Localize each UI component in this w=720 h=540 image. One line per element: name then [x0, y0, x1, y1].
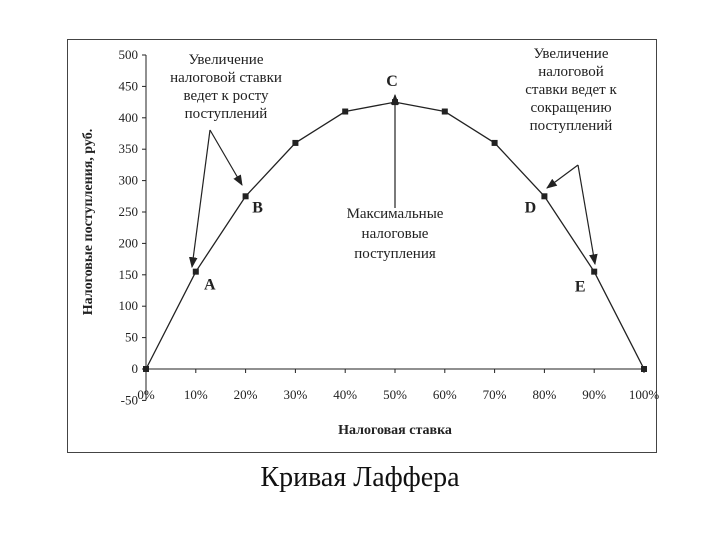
y-axis-title: Налоговые поступления, руб.: [81, 128, 96, 316]
point-label-a: A: [204, 276, 216, 294]
data-point: [143, 366, 149, 372]
y-tick-label: 200: [118, 235, 138, 251]
data-point: [442, 109, 448, 115]
y-tick-label: 350: [118, 141, 138, 157]
annotation-3-line: налоговой: [538, 64, 604, 80]
data-point: [292, 140, 298, 146]
annotation-arrow: [192, 130, 210, 267]
x-tick-label: 30%: [283, 387, 308, 402]
annotation-arrow: [210, 130, 242, 185]
y-tick-label: 450: [118, 78, 138, 94]
annotation-arrow: [578, 165, 595, 264]
x-tick-label: 60%: [432, 387, 457, 402]
y-tick-label: 250: [118, 204, 138, 219]
x-tick-label: 10%: [183, 387, 208, 402]
annotation-2-line: Максимальные: [346, 206, 444, 222]
slide-caption: Кривая Лаффера: [260, 462, 460, 493]
annotation-3-line: ставки ведет к: [525, 82, 617, 98]
data-point: [641, 366, 647, 372]
chart-frame: [67, 39, 660, 453]
annotation-3-line: Увеличение: [533, 46, 609, 62]
x-tick-label: 100%: [628, 387, 660, 402]
annotation-3-line: сокращению: [530, 100, 612, 116]
annotation-2-line: налоговые: [361, 226, 429, 242]
data-point: [492, 140, 498, 146]
y-tick-label: -50: [120, 392, 138, 408]
data-point: [591, 269, 597, 275]
point-label-d: D: [524, 199, 537, 217]
data-point: [243, 193, 249, 199]
annotation-arrow: [547, 165, 578, 188]
data-point: [193, 269, 199, 275]
annotation-1-line: Увеличение: [188, 52, 264, 68]
annotation-1-line: поступлений: [184, 106, 268, 122]
x-tick-label: 20%: [233, 387, 258, 402]
annotation-3-line: поступлений: [529, 118, 613, 134]
y-tick-label: 500: [118, 47, 138, 62]
x-axis-title: Налоговая ставка: [338, 423, 452, 438]
annotation-1-line: налоговой ставки: [170, 70, 282, 86]
y-tick-label: 150: [118, 266, 138, 282]
point-label-c: C: [386, 73, 398, 91]
y-tick-label: 300: [118, 172, 138, 188]
x-tick-label: 90%: [582, 387, 607, 402]
point-label-b: B: [252, 199, 263, 217]
y-tick-label: 400: [118, 109, 138, 125]
y-tick-label: 100: [118, 298, 138, 314]
y-tick-label: 50: [125, 329, 138, 345]
data-point: [541, 193, 547, 199]
point-label-e: E: [574, 278, 586, 296]
x-tick-label: 70%: [482, 387, 507, 402]
data-point: [342, 109, 348, 115]
x-tick-label: 0%: [137, 387, 155, 402]
y-tick-label: 0: [131, 361, 138, 376]
x-tick-label: 50%: [383, 387, 407, 402]
x-tick-label: 40%: [333, 387, 358, 402]
x-tick-label: 80%: [532, 387, 557, 402]
laffer-curve-chart: [68, 40, 660, 452]
annotation-1-line: ведет к росту: [183, 88, 269, 104]
annotation-2-line: поступления: [354, 246, 436, 262]
